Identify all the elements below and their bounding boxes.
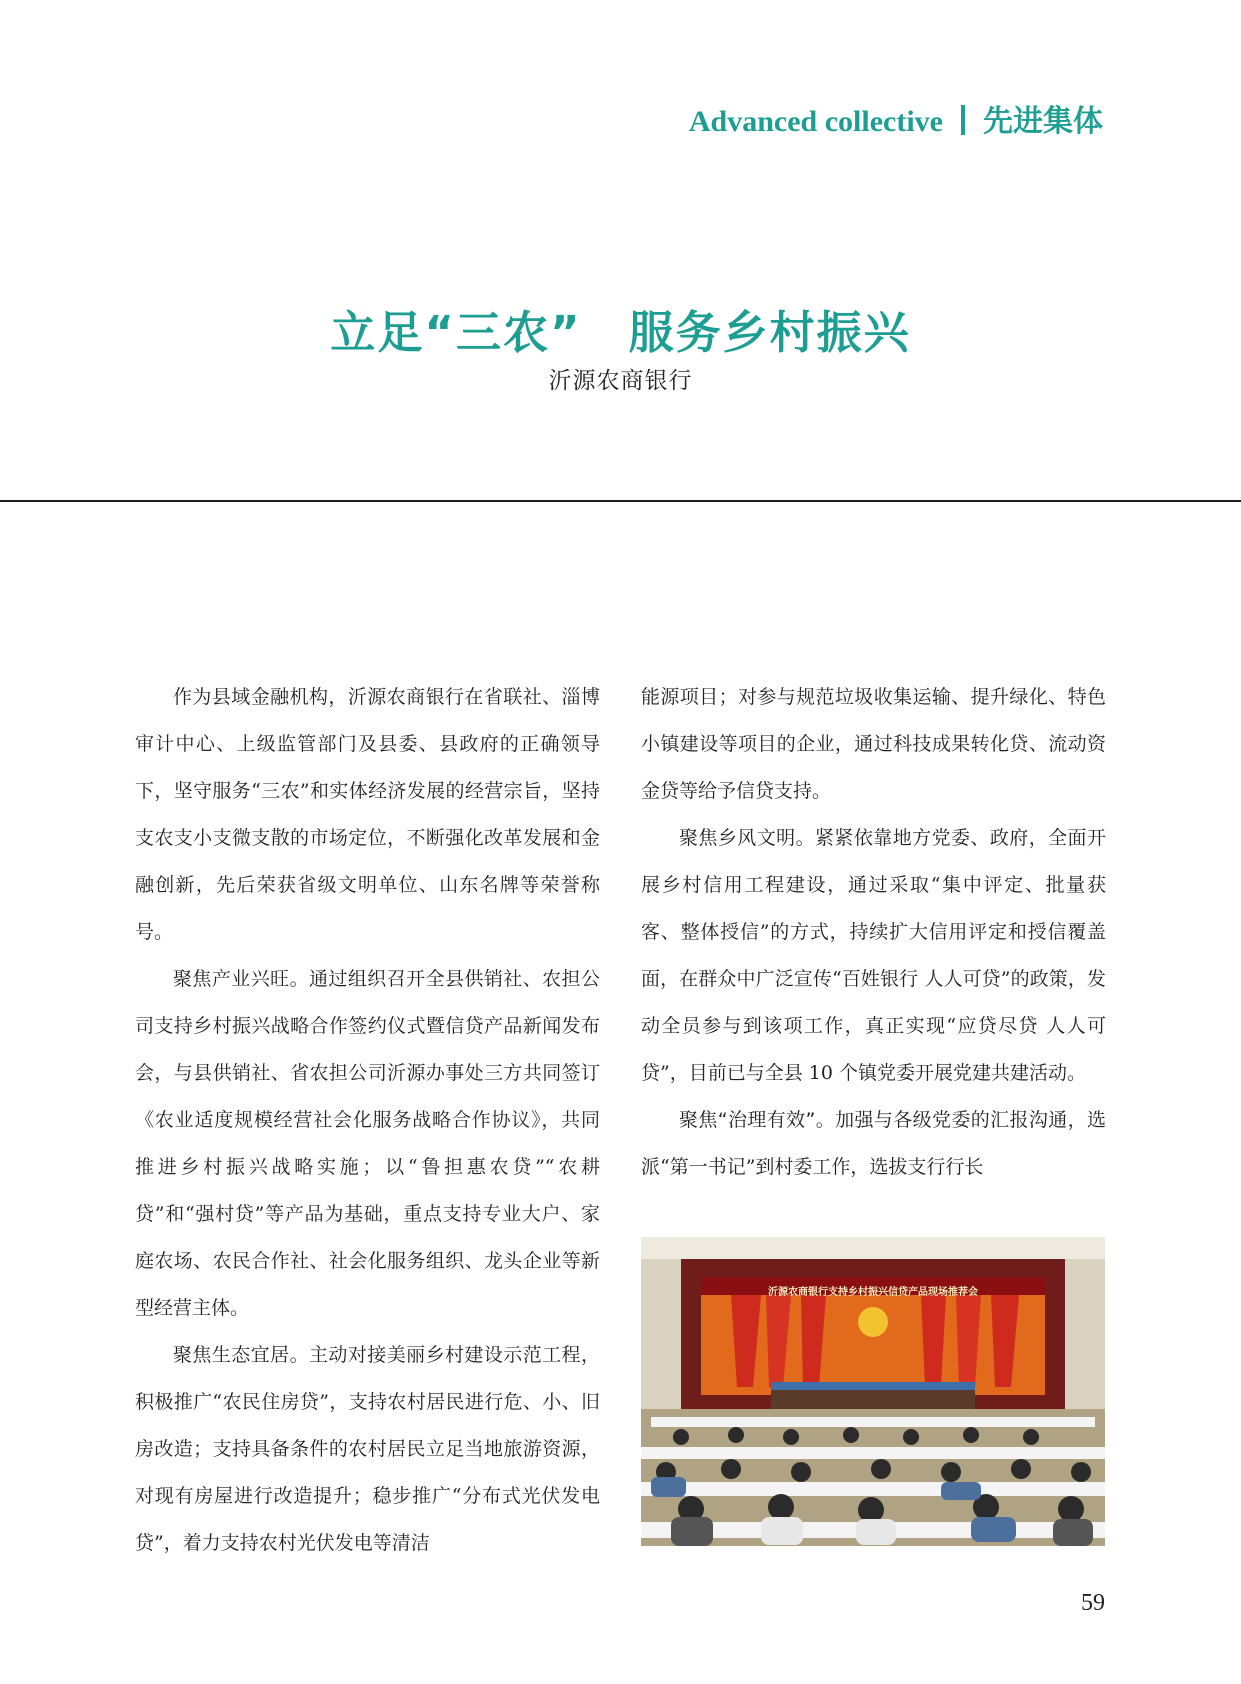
paragraph-ecology: [135, 1332, 600, 1567]
paragraph-lead: 聚焦产业兴旺。: [173, 968, 309, 990]
paragraph-industry: [135, 956, 600, 1332]
paragraph-ecology-cont: 能源项目；对参与规范垃圾收集运输、提升绿化、特色小镇建设等项目的企业，通过科技成果转化贷、流动资金贷等给予信贷支持。: [641, 686, 1106, 802]
paragraph-body: 加强与各级党委的汇报沟通，选派“第一书记”到村委工作，选拔支行行长: [641, 1109, 1106, 1178]
section-divider: [961, 105, 965, 135]
left-column: [135, 674, 600, 1567]
paragraph-lead: 聚焦乡风文明。: [679, 827, 815, 849]
paragraph-body: 主动对接美丽乡村建设示范工程，积极推广“农民住房贷”，支持农村居民进行危、小、旧房改造；支持具备条件的农村居民立足当地旅游资源，对现有房屋进行改造提升；稳步推广“分布式光伏发电贷”，着力支持农村光伏发电等清洁: [135, 1344, 600, 1554]
right-column: [641, 674, 1106, 1191]
page-number: 59: [1081, 1590, 1105, 1616]
section-header: [689, 96, 1103, 140]
section-name-cn: 先进集体: [983, 104, 1103, 139]
paragraph-body: 紧紧依靠地方党委、政府，全面开展乡村信用工程建设，通过采取“集中评定、批量获客、整体授信”的方式，持续扩大信用评定和授信覆盖面，在群众中广泛宣传“百姓银行 人人可贷”的政策，发动全员参与到该项工作，真正实现“应贷尽贷 人人可贷”，目前已与全县 10 个镇党委开展党建共建活动。: [641, 827, 1106, 1084]
article-title: 立足“三农” 服务乡村振兴: [330, 306, 911, 359]
paragraph-lead: 聚焦“治理有效”。: [679, 1109, 836, 1131]
article-author: 沂源农商银行: [548, 368, 693, 394]
paragraph-governance: [641, 1097, 1106, 1191]
paragraph-intro: 作为县域金融机构，沂源农商银行在省联社、淄博审计中心、上级监管部门及县委、县政府的正确领导下，坚守服务“三农”和实体经济发展的经营宗旨，坚持支农支小支微支散的市场定位，不断强化改革发展和金融创新，先后荣获省级文明单位、山东名牌等荣誉称号。: [135, 686, 600, 943]
paragraph-body: 通过组织召开全县供销社、农担公司支持乡村振兴战略合作签约仪式暨信贷产品新闻发布会，与县供销社、省农担公司沂源办事处三方共同签订《农业适度规模经营社会化服务战略合作协议》，共同推进乡村振兴战略实施；以“鲁担惠农贷”“农耕贷”和“强村贷”等产品为基础，重点支持专业大户、家庭农场、农民合作社、社会化服务组织、龙头企业等新型经营主体。: [135, 968, 600, 1319]
paragraph-lead: 聚焦生态宜居。: [173, 1344, 309, 1366]
title-divider: [0, 500, 1241, 502]
photo-banner-text: 沂源农商银行支持乡村振兴信贷产品现场推荐会: [768, 1287, 978, 1298]
section-name-en: Advanced collective: [688, 105, 943, 138]
meeting-photo: [641, 1237, 1105, 1546]
paragraph-civility: [641, 815, 1106, 1097]
